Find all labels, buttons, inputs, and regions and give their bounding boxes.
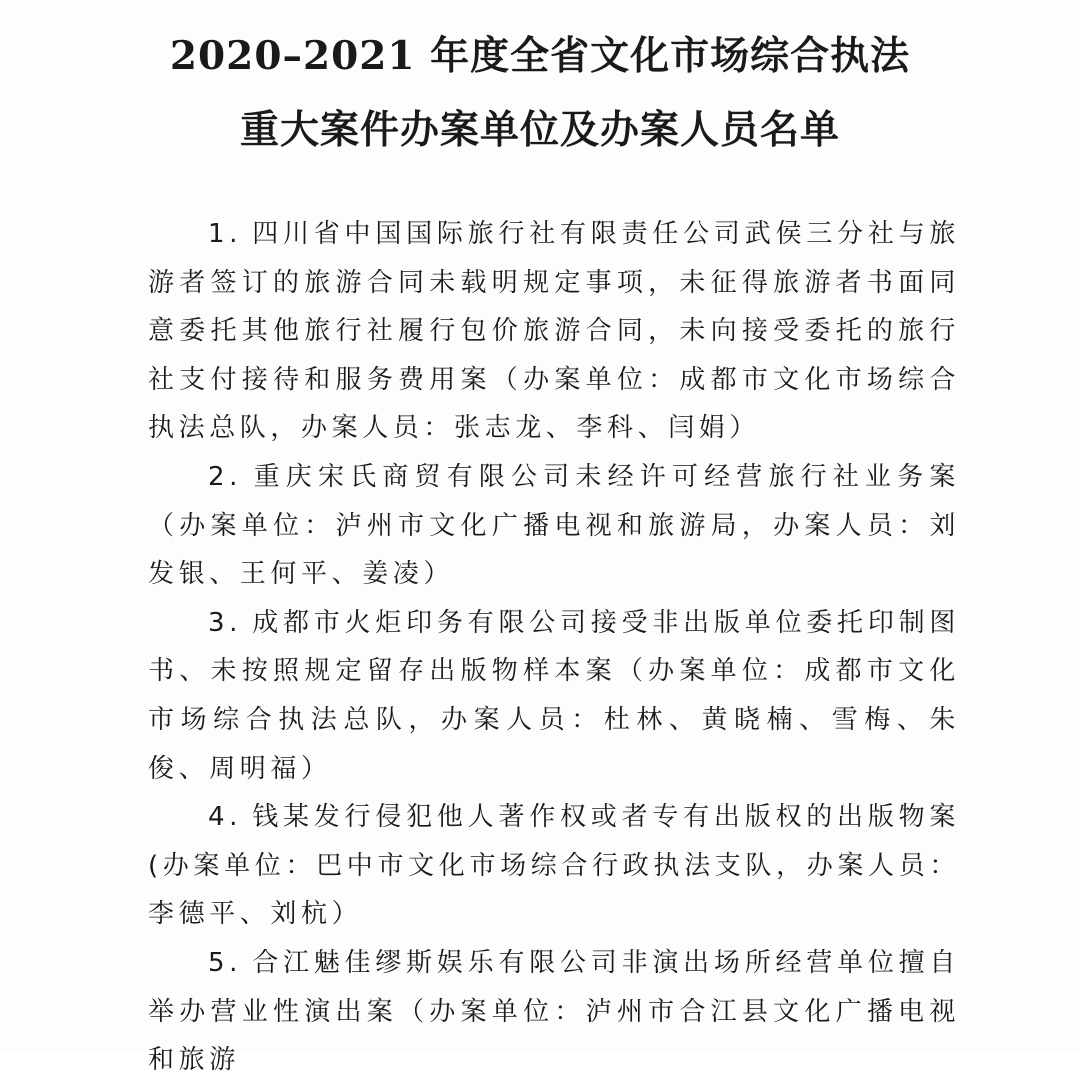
case-text: 重庆宋氏商贸有限公司未经许可经营旅行社业务案（办案单位：泸州市文化广播电视和旅游局，办案人员：刘发银、王何平、姜凌） bbox=[148, 461, 960, 590]
case-number: 1. bbox=[208, 219, 243, 249]
case-item-4 bbox=[148, 793, 960, 939]
case-number: 2. bbox=[208, 461, 243, 492]
case-item-1 bbox=[148, 210, 960, 453]
case-item-5 bbox=[148, 939, 960, 1085]
case-number: 5. bbox=[208, 947, 243, 978]
document-title-line-1: 2020–2021 年度全省文化市场综合执法 bbox=[169, 33, 911, 79]
case-item-2 bbox=[148, 453, 960, 599]
case-text: 四川省中国国际旅行社有限责任公司武侯三分社与旅游者签订的旅游合同未载明规定事项，未征得旅游者书面同意委托其他旅行社履行包价旅游合同，未向接受委托的旅行社支付接待和服务费用案（办案单位：成都市文化市场综合执法总队，办案人员：张志龙、李科、闫娟） bbox=[148, 219, 960, 444]
case-text: 钱某发行侵犯他人著作权或者专有出版权的出版物案(办案单位：巴中市文化市场综合行政执法支队，办案人员：李德平、刘杭） bbox=[148, 802, 960, 930]
case-text: 合江魅佳缪斯娱乐有限公司非演出场所经营单位擅自举办营业性演出案（办案单位：泸州市合江县文化广播电视和旅游 bbox=[148, 947, 960, 1076]
case-item-3 bbox=[148, 599, 960, 793]
case-list bbox=[148, 210, 960, 1085]
document-title-line-2: 重大案件办案单位及办案人员名单 bbox=[239, 107, 840, 153]
case-number: 3. bbox=[208, 607, 243, 638]
case-text: 成都市火炬印务有限公司接受非出版单位委托印制图书、未按照规定留存出版物样本案（办案单位：成都市文化市场综合执法总队，办案人员：杜林、黄晓楠、雪梅、朱俊、周明福） bbox=[148, 607, 960, 784]
case-number: 4. bbox=[208, 802, 243, 833]
